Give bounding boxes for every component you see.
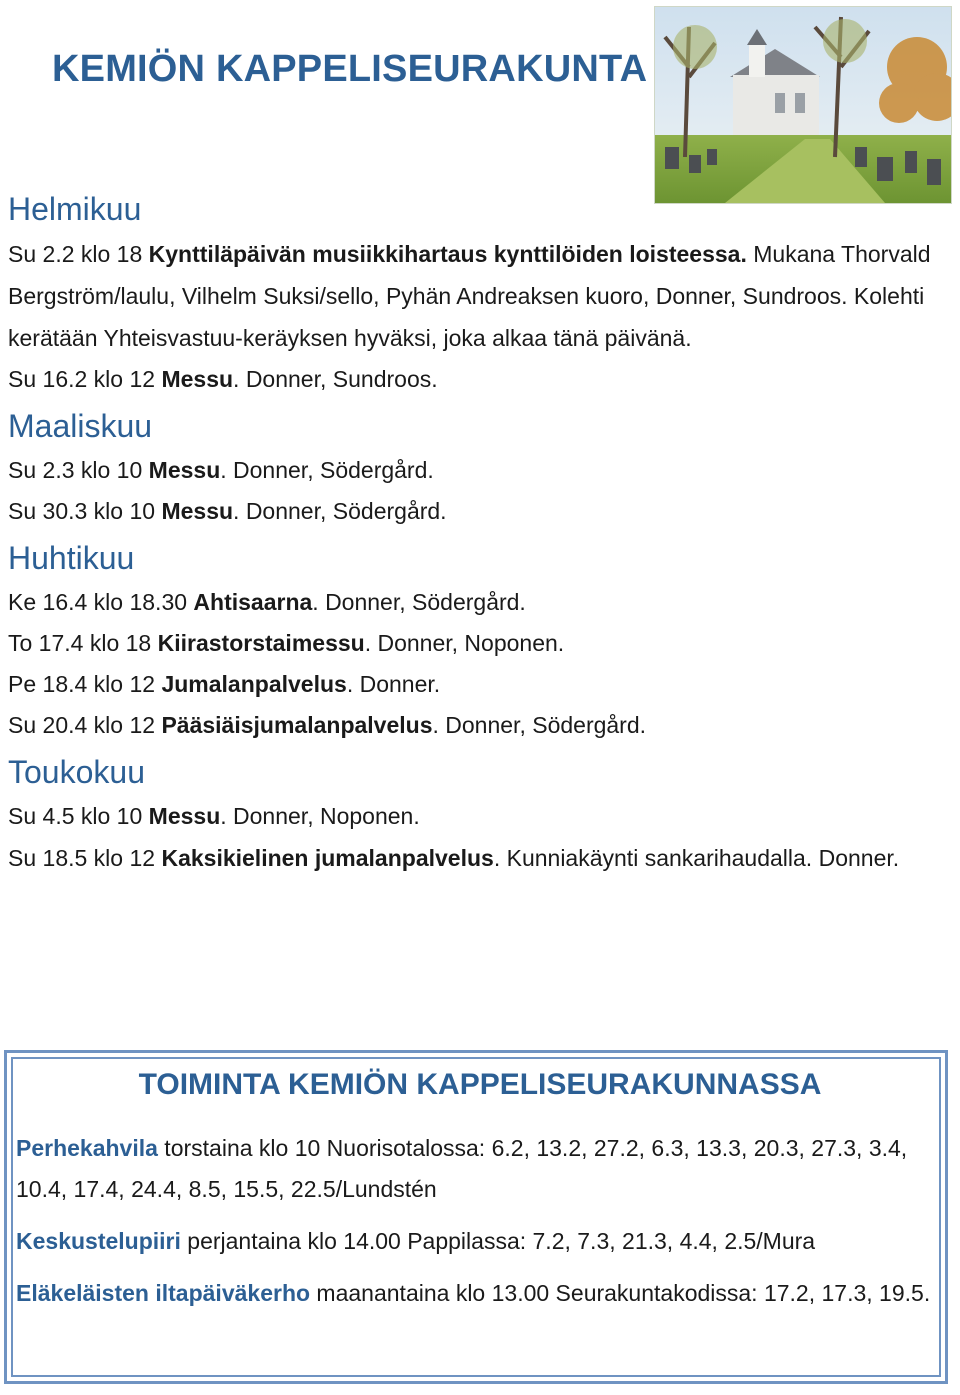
event-item [8, 233, 948, 359]
activity-item [16, 1273, 936, 1314]
event-item [8, 491, 948, 532]
event-title: Messu [148, 457, 221, 483]
event-date: Su 30.3 klo 10 [8, 498, 162, 524]
event-title: Ahtisaarna [193, 589, 313, 615]
event-title: Kiirastorstaimessu [157, 630, 365, 656]
activity-text: torstaina klo 10 Nuorisotalossa: 6.2, 13.2, 27.2, 6.3, 13.3, 20.3, 27.3, 3.4, 10.4, 17.4, 24.4, 8.5, 15.5, 22.5/Lundstén [16, 1135, 908, 1202]
activity-name: Perhekahvila [16, 1135, 158, 1161]
event-title: Messu [161, 366, 234, 392]
event-title: Jumalanpalvelus [161, 671, 347, 697]
church-cemetery-photo [654, 6, 952, 204]
event-item [8, 359, 948, 400]
event-date: Su 2.2 klo 18 [8, 241, 149, 267]
event-item [8, 664, 948, 705]
event-item [8, 796, 948, 837]
event-details: . Donner, Noponen. [364, 630, 565, 656]
activity-text: maanantaina klo 13.00 Seurakuntakodissa: 17.2, 17.3, 19.5. [310, 1280, 931, 1306]
event-date: Su 2.3 klo 10 [8, 457, 149, 483]
event-details: . Donner, Sundroos. [233, 366, 438, 392]
event-title: Pääsiäisjumalanpalvelus [161, 712, 433, 738]
event-date: Su 4.5 klo 10 [8, 803, 149, 829]
event-title: Kaksikielinen jumalanpalvelus [161, 845, 494, 871]
month-heading: Maaliskuu [8, 408, 153, 444]
page-title: KEMIÖN KAPPELISEURAKUNTA [52, 48, 648, 90]
event-item [8, 623, 948, 664]
event-date: Su 16.2 klo 12 [8, 366, 162, 392]
event-date: Su 20.4 klo 12 [8, 712, 162, 738]
activities-title: TOIMINTA KEMIÖN KAPPELISEURAKUNNASSA [138, 1068, 822, 1101]
event-details: . Donner, Södergård. [432, 712, 647, 738]
activity-text: perjantaina klo 14.00 Pappilassa: 7.2, 7.3, 21.3, 4.4, 2.5/Mura [180, 1228, 816, 1254]
event-date: To 17.4 klo 18 [8, 630, 158, 656]
event-item [8, 837, 948, 879]
event-item [8, 705, 948, 746]
event-details: . Kunniakäynti sankarihaudalla. Donner. [493, 845, 900, 871]
event-details: . Donner, Södergård. [312, 589, 526, 615]
month-heading: Toukokuu [8, 754, 145, 790]
event-details: . Donner, Södergård. [220, 457, 434, 483]
event-details: . Donner. [346, 671, 441, 697]
activity-item [16, 1221, 936, 1262]
month-heading: Helmikuu [8, 191, 142, 227]
event-item [8, 450, 948, 491]
event-item [8, 582, 948, 623]
event-date: Su 18.5 klo 12 [8, 845, 162, 871]
activity-item [16, 1128, 936, 1210]
activity-name: Eläkeläisten iltapäiväkerho [16, 1280, 311, 1306]
activities-list [16, 1128, 936, 1325]
event-title: Messu [161, 498, 234, 524]
event-list [8, 183, 948, 879]
event-title: Messu [148, 803, 221, 829]
event-date: Pe 18.4 klo 12 [8, 671, 162, 697]
event-details: Mukana Thorvald Bergström/laulu, Vilhelm Suksi/sello, Pyhän Andreaksen kuoro, Donner, Sundroos. Kolehti kerätään Yhteisvastuu-keräyksen hyväksi, joka alkaa tänä päivänä. [8, 241, 931, 351]
event-title: Kynttiläpäivän musiikkihartaus kynttilöiden loisteessa. [148, 241, 747, 267]
event-details: . Donner, Noponen. [220, 803, 420, 829]
month-heading: Huhtikuu [8, 540, 135, 576]
event-details: . Donner, Södergård. [233, 498, 447, 524]
activity-name: Keskustelupiiri [16, 1228, 181, 1254]
event-date: Ke 16.4 klo 18.30 [8, 589, 194, 615]
